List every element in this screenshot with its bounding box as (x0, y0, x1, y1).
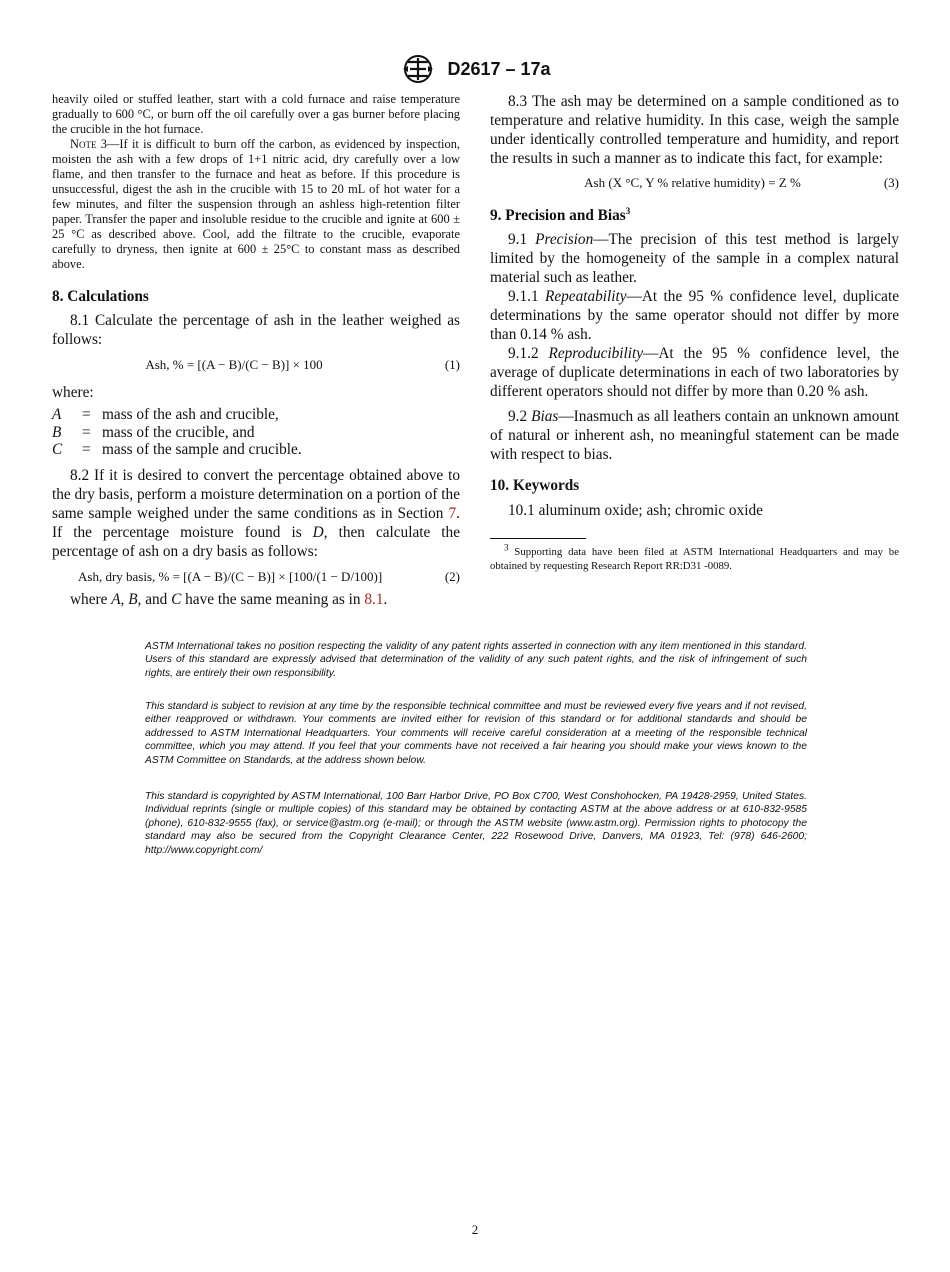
right-column (490, 92, 899, 573)
standard-designation: D2617 – 17a (447, 58, 551, 79)
paragraph-9-2: 9.2 Bias—Inasmuch as all leathers contain an unknown amount of natural or inherent ash, no meaningful statement can be made with respect to bias. (490, 408, 899, 463)
equation-1: Ash, % = [(A − B)/(C − B)] × 100 (1) (145, 357, 460, 372)
section-10-heading: 10. Keywords (490, 477, 580, 494)
equation-2: Ash, dry basis, % = [(A − B)/(C − B)] × [100/(1 − D/100)] (2) (78, 568, 460, 584)
paragraph-9-1-1: 9.1.1 Repeatability—At the 95 % confidence level, duplicate determinations by the same operator should not differ by more than 0.14 % ash. (490, 288, 899, 343)
section-9-heading: 9. Precision and Bias$^3$ (490, 205, 631, 224)
page-header (0, 54, 950, 84)
paragraph-8-1: 8.1 Calculate the percentage of ash in the leather weighed as follows: (52, 312, 460, 348)
section-7-link[interactable]: 7 (448, 504, 457, 522)
definition-row: B = mass of the crucible, and (52, 423, 255, 441)
revision-notice: This standard is subject to revision at any time by the responsible technical committee and must be reviewed every five years and if not revised, either reapproved or withdrawn. Your comments are invited either for revision of this standard or for additional standards and should be addressed to ASTM International Headquarters. Your comments will receive careful consideration at a meeting of the responsible technical committee, which you may attend. If you feel that your comments have not received a fair hearing you should make your views known to the ASTM Committee on Standards, at the address shown below. (145, 701, 807, 766)
footnote-3: $^3$ Supporting data have been filed at ASTM International Headquarters and may be obtained by requesting Research Report RR:D31 -0089. (490, 542, 899, 572)
section-8-heading: 8. Calculations (52, 288, 149, 305)
equation-3: Ash (X °C, Y % relative humidity) = Z % (3) (584, 175, 899, 190)
where-label: where: (52, 384, 94, 401)
paragraph-9-1-2: 9.1.2 Reproducibility—At the 95 % confidence level, the average of duplicate determinations in each of two laboratories by different operators should not differ by more than 0.20 % ash. (490, 345, 900, 400)
where-same-meaning: where A, B, and C have the same meaning as in 8.1. (70, 590, 388, 608)
footnote-rule (490, 538, 586, 539)
definition-row: C = mass of the sample and crucible. (52, 441, 302, 458)
paragraph-8-2: 8.2 If it is desired to convert the percentage obtained above to the dry basis, perform a moisture determination on a portion of the same sample weighed under the same conditions as in Section 7. If the percentage moisture found is D, then calculate the percentage of ash on a dry basis as follows: (52, 466, 460, 560)
astm-logo-icon (399, 54, 437, 84)
page-number: 2 (471, 1222, 479, 1237)
paragraph-10-1: 10.1 aluminum oxide; ash; chromic oxide (508, 502, 763, 519)
patent-notice: ASTM International takes no position respecting the validity of any patent rights asserted in connection with any item mentioned in this standard. Users of this standard are expressly advised that determination of the validity of any such patent rights, and the risk of infringement of such rights, are entirely their own responsibility. (145, 641, 807, 679)
paragraph-8-3: 8.3 The ash may be determined on a sample conditioned as to temperature and relative humidity. In this case, weigh the sample under identically controlled temperature and humidity, and report the results in such a manner as to indicate this fact, for example: (490, 93, 899, 167)
left-column (52, 92, 460, 609)
copyright-notice: This standard is copyrighted by ASTM International, 100 Barr Harbor Drive, PO Box C700, West Conshohocken, PA 19428-2959, United States. Individual reprints (single or multiple copies) of this standard may be obtained by contacting ASTM at the above address or at 610-832-9585 (phone), 610-832-9555 (fax), or service@astm.org (e-mail); or through the ASTM website (www.astm.org). Permission rights to photocopy the standard may also be secured from the Copyright Clearance Center, 222 Rosewood Drive, Danvers, MA 01923, Tel: (978) 646-2600; http://www.copyright.com/ (145, 791, 807, 856)
paragraph-9-1: 9.1 Precision—The precision of this test method is largely limited by the homogeneity of the sample in a complex natural material such as leather. (490, 231, 899, 286)
note-3: Note 3—If it is difficult to burn off the carbon, as evidenced by inspection, moisten the ash with a few drops of 1+1 nitric acid, dry carefully over a low flame, and then transfer to the furnace and heat as before. If this procedure is unsuccessful, digest the ash in the crucible with 15 to 20 mL of hot water for a few minutes, and filter the suspension through an ashless high-retention filter paper. Transfer the paper and insoluble residue to the crucible and ignite at 600 ± 25 °C as described above. Cool, add the filtrate to the crucible, evaporate carefully to dryness, then ignite at 600 ± 25°C to constant mass as described above. (52, 137, 460, 271)
section-8-1-link[interactable]: 8.1 (364, 590, 384, 608)
note-continuation: heavily oiled or stuffed leather, start with a cold furnace and raise temperature gradually to 600 °C, or burn off the oil carefully over a gas burner before placing the crucible in the hot furnace. (52, 92, 460, 136)
variable-definitions (52, 406, 460, 459)
definition-row: A = mass of the ash and crucible, (52, 406, 279, 423)
